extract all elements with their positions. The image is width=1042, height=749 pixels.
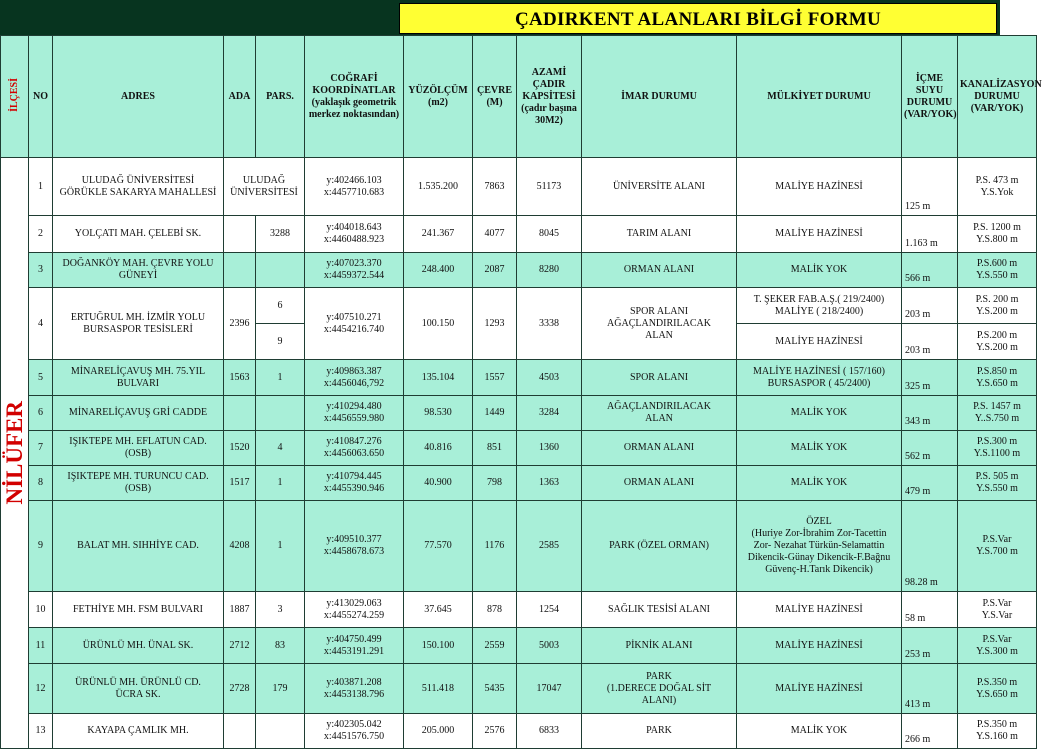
row-koordinat: y:404750.499 x:4453191.291	[305, 628, 404, 664]
row-pars: 83	[256, 628, 305, 664]
row-mulkiyet: T. ŞEKER FAB.A.Ş.( 219/2400) MALİYE ( 218/2400)	[737, 288, 902, 324]
row-mulkiyet: MALİK YOK	[737, 396, 902, 431]
table-row	[1, 466, 1037, 501]
table-row	[1, 714, 1037, 749]
table-row	[1, 158, 1037, 216]
row-kapasite: 1254	[517, 592, 582, 628]
row-adres: IŞIKTEPE MH. EFLATUN CAD. (OSB)	[53, 431, 224, 466]
row-cevre: 1557	[473, 360, 517, 396]
row-icme-suyu: 266 m	[902, 714, 958, 749]
row-pars	[256, 253, 305, 288]
row-adres: MİNARELİÇAVUŞ GRİ CADDE	[53, 396, 224, 431]
row-mulkiyet: MALİYE HAZİNESİ	[737, 324, 902, 360]
row-kapasite: 3284	[517, 396, 582, 431]
row-icme-suyu: 343 m	[902, 396, 958, 431]
row-no: 11	[29, 628, 53, 664]
row-koordinat: y:413029.063 x:4455274.259	[305, 592, 404, 628]
row-no: 1	[29, 158, 53, 216]
tent-areas-table	[0, 35, 1042, 749]
row-icme-suyu: 253 m	[902, 628, 958, 664]
row-imar: PARK (ÖZEL ORMAN)	[582, 501, 737, 592]
row-icme-suyu: 98.28 m	[902, 501, 958, 592]
row-imar: ORMAN ALANI	[582, 431, 737, 466]
row-ada	[224, 216, 256, 253]
row-kapasite: 17047	[517, 664, 582, 714]
row-no: 4	[29, 288, 53, 360]
row-imar: PARK	[582, 714, 737, 749]
row-pars: 6	[256, 288, 305, 324]
row-imar: SPOR ALANI AĞAÇLANDIRILACAK ALAN	[582, 288, 737, 360]
row-no: 2	[29, 216, 53, 253]
row-ada	[224, 714, 256, 749]
row-kanalizasyon: P.S.850 m Y.S.650 m	[958, 360, 1037, 396]
row-koordinat: y:410847.276 x:4456063.650	[305, 431, 404, 466]
row-koordinat: y:403871.208 x:4453138.796	[305, 664, 404, 714]
row-cevre: 878	[473, 592, 517, 628]
row-ada: 2396	[224, 288, 256, 360]
row-pars: 3	[256, 592, 305, 628]
table-row	[1, 288, 1037, 324]
row-cevre: 2559	[473, 628, 517, 664]
row-no: 12	[29, 664, 53, 714]
ilce-name: NİLÜFER	[1, 158, 29, 749]
row-yuzolcum: 248.400	[404, 253, 473, 288]
row-imar: SPOR ALANI	[582, 360, 737, 396]
row-pars	[256, 396, 305, 431]
row-koordinat: y:410294.480 x:4456559.980	[305, 396, 404, 431]
row-yuzolcum: 205.000	[404, 714, 473, 749]
row-cevre: 5435	[473, 664, 517, 714]
table-row	[1, 664, 1037, 714]
row-cevre: 1449	[473, 396, 517, 431]
row-kapasite: 3338	[517, 288, 582, 360]
row-adres: IŞIKTEPE MH. TURUNCU CAD. (OSB)	[53, 466, 224, 501]
row-pars: 1	[256, 501, 305, 592]
row-kapasite: 51173	[517, 158, 582, 216]
row-koordinat: y:409863.387 x:4456046,792	[305, 360, 404, 396]
row-mulkiyet: MALİYE HAZİNESİ	[737, 628, 902, 664]
row-imar: ORMAN ALANI	[582, 466, 737, 501]
row-pars: 1	[256, 466, 305, 501]
row-adres: FETHİYE MH. FSM BULVARI	[53, 592, 224, 628]
row-yuzolcum: 241.367	[404, 216, 473, 253]
row-yuzolcum: 37.645	[404, 592, 473, 628]
table-row	[1, 253, 1037, 288]
row-koordinat: y:402305.042 x:4451576.750	[305, 714, 404, 749]
row-cevre: 798	[473, 466, 517, 501]
row-cevre: 1176	[473, 501, 517, 592]
title-bar	[0, 0, 1000, 36]
row-mulkiyet: MALİYE HAZİNESİ	[737, 216, 902, 253]
header-pars: PARS.	[256, 36, 305, 158]
row-no: 13	[29, 714, 53, 749]
row-imar: AĞAÇLANDIRILACAK ALAN	[582, 396, 737, 431]
row-ada	[224, 396, 256, 431]
row-mulkiyet: MALİK YOK	[737, 714, 902, 749]
table-row	[1, 431, 1037, 466]
header-imar: İMAR DURUMU	[582, 36, 737, 158]
row-icme-suyu: 566 m	[902, 253, 958, 288]
row-adres: ULUDAĞ ÜNİVERSİTESİ GÖRÜKLE SAKARYA MAHALLESİ	[53, 158, 224, 216]
row-mulkiyet: MALİYE HAZİNESİ	[737, 664, 902, 714]
row-ada: 1563	[224, 360, 256, 396]
row-no: 7	[29, 431, 53, 466]
table-row	[1, 360, 1037, 396]
row-cevre: 2576	[473, 714, 517, 749]
row-yuzolcum: 511.418	[404, 664, 473, 714]
row-imar: ÜNİVERSİTE ALANI	[582, 158, 737, 216]
row-ada: ULUDAĞ ÜNİVERSİTESİ	[224, 158, 305, 216]
row-icme-suyu: 58 m	[902, 592, 958, 628]
row-cevre: 2087	[473, 253, 517, 288]
row-adres: KAYAPA ÇAMLIK MH.	[53, 714, 224, 749]
row-kapasite: 2585	[517, 501, 582, 592]
row-icme-suyu: 479 m	[902, 466, 958, 501]
row-yuzolcum: 98.530	[404, 396, 473, 431]
row-koordinat: y:410794.445 x:4455390.946	[305, 466, 404, 501]
row-ada: 1887	[224, 592, 256, 628]
row-kanalizasyon: P.S.300 m Y.S.1100 m	[958, 431, 1037, 466]
table-row	[1, 592, 1037, 628]
header-adres: ADRES	[53, 36, 224, 158]
row-kanalizasyon: P.S.200 m Y.S.200 m	[958, 324, 1037, 360]
row-icme-suyu: 1.163 m	[902, 216, 958, 253]
row-yuzolcum: 1.535.200	[404, 158, 473, 216]
row-ada: 4208	[224, 501, 256, 592]
row-kapasite: 5003	[517, 628, 582, 664]
row-kanalizasyon: P.S.Var Y.S.300 m	[958, 628, 1037, 664]
row-mulkiyet: ÖZEL (Huriye Zor-İbrahim Zor-Tacettin Zor- Nezahat Türkün-Selamattin Dikencik-Günay Dikencik-F.Bağnu Güvenç-H.Tarık Dikencik)	[737, 501, 902, 592]
row-kanalizasyon: P.S.Var Y.S.700 m	[958, 501, 1037, 592]
table-row	[1, 396, 1037, 431]
row-koordinat: y:402466.103 x:4457710.683	[305, 158, 404, 216]
form-title: ÇADIRKENT ALANLARI BİLGİ FORMU	[399, 3, 997, 34]
header-kanalizasyon: KANALİZASYON DURUMU (VAR/YOK)	[958, 36, 1037, 158]
row-kanalizasyon: P.S. 200 m Y.S.200 m	[958, 288, 1037, 324]
header-no: NO	[29, 36, 53, 158]
table-row	[1, 501, 1037, 592]
header-yuzolcum: YÜZÖLÇÜM (m2)	[404, 36, 473, 158]
row-koordinat: y:404018.643 x:4460488.923	[305, 216, 404, 253]
row-ada: 2728	[224, 664, 256, 714]
row-yuzolcum: 150.100	[404, 628, 473, 664]
row-kapasite: 4503	[517, 360, 582, 396]
row-no: 8	[29, 466, 53, 501]
row-icme-suyu: 203 m	[902, 324, 958, 360]
header-row	[1, 36, 1037, 158]
row-no: 6	[29, 396, 53, 431]
table-row	[1, 628, 1037, 664]
row-ada	[224, 253, 256, 288]
row-no: 3	[29, 253, 53, 288]
row-mulkiyet: MALİYE HAZİNESİ	[737, 592, 902, 628]
row-imar: ORMAN ALANI	[582, 253, 737, 288]
row-ada: 2712	[224, 628, 256, 664]
row-kanalizasyon: P.S. 1457 m Y..S.750 m	[958, 396, 1037, 431]
row-imar: SAĞLIK TESİSİ ALANI	[582, 592, 737, 628]
row-kanalizasyon: P.S. 1200 m Y.S.800 m	[958, 216, 1037, 253]
row-ada: 1517	[224, 466, 256, 501]
row-cevre: 1293	[473, 288, 517, 360]
row-adres: YOLÇATI MAH. ÇELEBİ SK.	[53, 216, 224, 253]
row-mulkiyet: MALİK YOK	[737, 466, 902, 501]
row-icme-suyu: 562 m	[902, 431, 958, 466]
row-yuzolcum: 40.816	[404, 431, 473, 466]
row-kapasite: 8280	[517, 253, 582, 288]
row-cevre: 4077	[473, 216, 517, 253]
row-kanalizasyon: P.S.350 m Y.S.650 m	[958, 664, 1037, 714]
row-kapasite: 1363	[517, 466, 582, 501]
row-koordinat: y:409510.377 x:4458678.673	[305, 501, 404, 592]
row-pars: 3288	[256, 216, 305, 253]
row-yuzolcum: 135.104	[404, 360, 473, 396]
row-koordinat: y:407023.370 x:4459372.544	[305, 253, 404, 288]
row-imar: PİKNİK ALANI	[582, 628, 737, 664]
row-cevre: 7863	[473, 158, 517, 216]
row-adres: MİNARELİÇAVUŞ MH. 75.YIL BULVARI	[53, 360, 224, 396]
row-mulkiyet: MALİYE HAZİNESİ ( 157/160) BURSASPOR ( 45/2400)	[737, 360, 902, 396]
header-ada: ADA	[224, 36, 256, 158]
row-adres: ERTUĞRUL MH. İZMİR YOLU BURSASPOR TESİSLERİ	[53, 288, 224, 360]
row-yuzolcum: 77.570	[404, 501, 473, 592]
row-pars: 9	[256, 324, 305, 360]
row-icme-suyu: 203 m	[902, 288, 958, 324]
row-kanalizasyon: P.S.Var Y.S.Var	[958, 592, 1037, 628]
header-ilce: İLÇESİ	[1, 36, 29, 158]
header-kapasite: AZAMİ ÇADIR KAPSİTESİ (çadır başına 30M2)	[517, 36, 582, 158]
row-no: 9	[29, 501, 53, 592]
row-pars: 4	[256, 431, 305, 466]
row-icme-suyu: 413 m	[902, 664, 958, 714]
row-icme-suyu: 325 m	[902, 360, 958, 396]
header-cevre: ÇEVRE (M)	[473, 36, 517, 158]
row-kanalizasyon: P.S.350 m Y.S.160 m	[958, 714, 1037, 749]
row-no: 5	[29, 360, 53, 396]
row-pars: 1	[256, 360, 305, 396]
row-kanalizasyon: P.S.600 m Y.S.550 m	[958, 253, 1037, 288]
row-mulkiyet: MALİK YOK	[737, 253, 902, 288]
row-adres: DOĞANKÖY MAH. ÇEVRE YOLU GÜNEYİ	[53, 253, 224, 288]
row-mulkiyet: MALİYE HAZİNESİ	[737, 158, 902, 216]
row-mulkiyet: MALİK YOK	[737, 431, 902, 466]
header-koordinat: COĞRAFİ KOORDİNATLAR (yaklaşık geometrik merkez noktasından)	[305, 36, 404, 158]
row-kapasite: 6833	[517, 714, 582, 749]
row-ada: 1520	[224, 431, 256, 466]
row-icme-suyu: 125 m	[902, 158, 958, 216]
row-koordinat: y:407510.271 x:4454216.740	[305, 288, 404, 360]
row-kapasite: 8045	[517, 216, 582, 253]
row-kapasite: 1360	[517, 431, 582, 466]
row-kanalizasyon: P.S. 505 m Y.S.550 m	[958, 466, 1037, 501]
row-adres: ÜRÜNLÜ MH. ÜNAL SK.	[53, 628, 224, 664]
row-adres: ÜRÜNLÜ MH. ÜRÜNLÜ CD. ÜCRA SK.	[53, 664, 224, 714]
row-cevre: 851	[473, 431, 517, 466]
row-kanalizasyon: P.S. 473 m Y.S.Yok	[958, 158, 1037, 216]
table-row	[1, 216, 1037, 253]
header-mulkiyet: MÜLKİYET DURUMU	[737, 36, 902, 158]
row-yuzolcum: 40.900	[404, 466, 473, 501]
row-no: 10	[29, 592, 53, 628]
row-adres: BALAT MH. SIHHİYE CAD.	[53, 501, 224, 592]
row-imar: TARIM ALANI	[582, 216, 737, 253]
header-icme-suyu: İÇME SUYU DURUMU (VAR/YOK)	[902, 36, 958, 158]
row-imar: PARK (1.DERECE DOĞAL SİT ALANI)	[582, 664, 737, 714]
row-pars	[256, 714, 305, 749]
row-pars: 179	[256, 664, 305, 714]
row-yuzolcum: 100.150	[404, 288, 473, 360]
